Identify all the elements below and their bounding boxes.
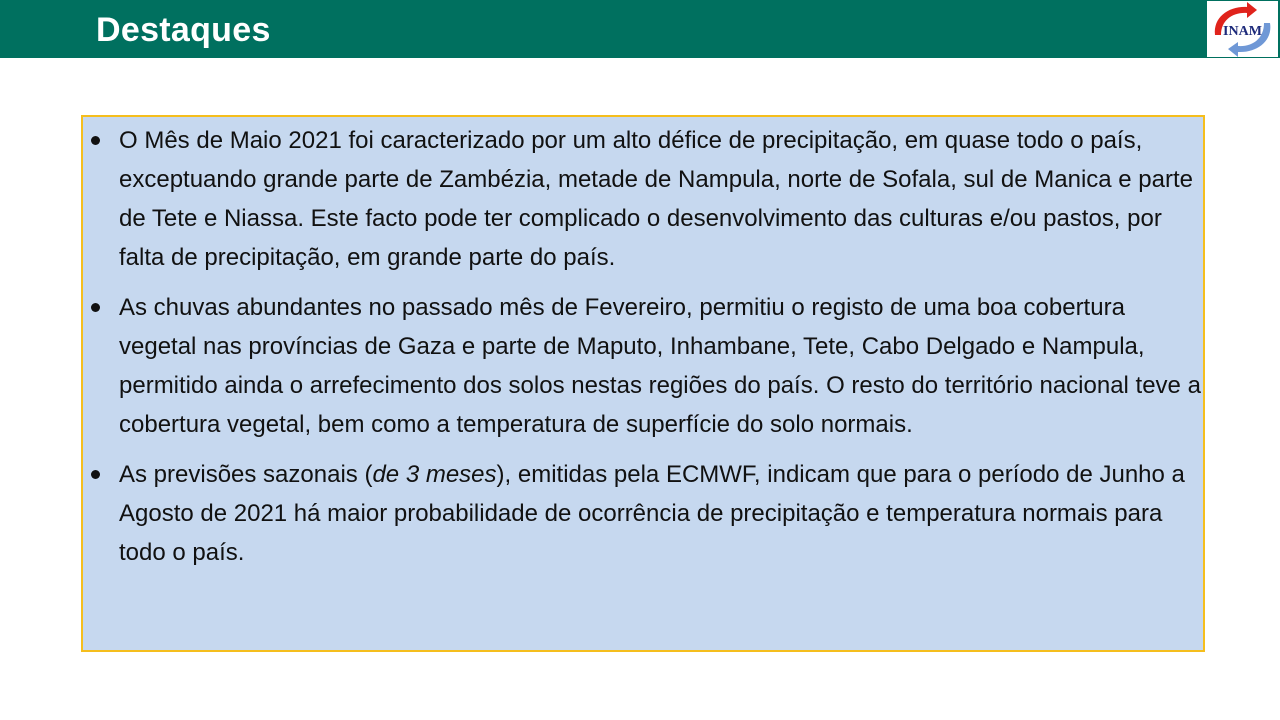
inam-logo [1207,1,1278,57]
bullet-dot-icon [91,136,100,145]
highlight-text-3-before: As previsões sazonais ( [119,461,373,488]
highlight-item-3 [83,455,1207,572]
highlight-item-2 [83,288,1207,444]
logo-label: INAM [1223,24,1262,39]
highlight-item-1 [83,121,1207,277]
page-title: Destaques [96,11,271,49]
highlight-text-1: O Mês de Maio 2021 foi caracterizado por um alto défice de precipitação, em quase todo o país, exceptuando grande parte de Zambézia, metade de Nampula, norte de Sofala, sul de Manica e parte de Tete e Niassa. Este facto pode ter complicado o desenvolvimento das culturas e/ou pastos, por falta de precipitação, em grande parte do país. [119,127,1194,271]
bullet-dot-icon [91,303,100,312]
highlights-box [81,115,1205,652]
highlight-text-3-italic: de 3 meses [372,461,497,488]
inam-logo-icon [1207,1,1278,57]
bullet-dot-icon [91,470,100,479]
highlight-text-2: As chuvas abundantes no passado mês de Fevereiro, permitiu o registo de uma boa cobertura vegetal nas províncias de Gaza e parte de Maputo, Inhambane, Tete, Cabo Delgado e Nampula, permitido ainda o arrefecimento dos solos nestas regiões do país. O resto do território nacional teve a cobertura vegetal, bem como a temperatura de superfície do solo normais. [119,294,1201,438]
highlights-list [83,121,1207,583]
highlight-text-3-after: ), emitidas pela ECMWF, indicam que para o período de Junho a Agosto de 2021 há maior probabilidade de ocorrência de precipitação e temperatura normais para todo o país. [119,461,1185,566]
